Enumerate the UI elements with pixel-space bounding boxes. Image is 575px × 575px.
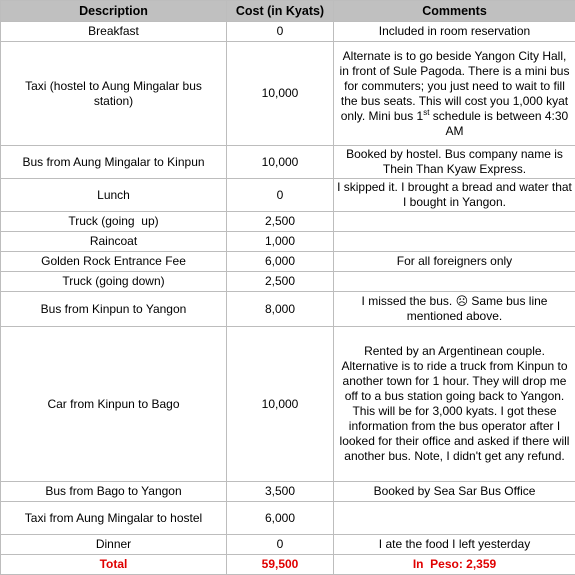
total-row	[1, 555, 575, 575]
comment-text: Alternate is to go beside Yangon City Hall, in front of Sule Pagoda. There is a mini bus for commuters; you just need to wait to fill the bus seats. This will cost you 1,000 kyat only. Mini bus 1	[340, 49, 570, 123]
row-cost: 10,000	[227, 146, 334, 179]
comment-text-cont: schedule is between 4:30 AM	[429, 109, 568, 138]
row-description: Taxi (hostel to Aung Mingalar bus station)	[1, 42, 227, 146]
total-label: Total	[1, 555, 227, 575]
row-cost: 6,000	[227, 502, 334, 535]
row-cost: 3,500	[227, 482, 334, 502]
row-comments: Booked by hostel. Bus company name is Thein Than Kyaw Express.	[334, 146, 575, 179]
row-comments	[334, 42, 575, 146]
row-description: Golden Rock Entrance Fee	[1, 252, 227, 272]
row-cost: 0	[227, 179, 334, 212]
table-row	[1, 292, 575, 327]
header-row	[1, 1, 575, 22]
table-row	[1, 535, 575, 555]
row-description: Bus from Aung Mingalar to Kinpun	[1, 146, 227, 179]
row-description: Lunch	[1, 179, 227, 212]
header-comments: Comments	[334, 1, 575, 22]
row-description: Raincoat	[1, 232, 227, 252]
table-row	[1, 327, 575, 482]
row-description: Dinner	[1, 535, 227, 555]
row-description: Car from Kinpun to Bago	[1, 327, 227, 482]
row-comments	[334, 502, 575, 535]
row-cost: 0	[227, 22, 334, 42]
row-cost: 2,500	[227, 212, 334, 232]
row-cost: 10,000	[227, 42, 334, 146]
table-row	[1, 252, 575, 272]
table-row	[1, 212, 575, 232]
row-comments	[334, 272, 575, 292]
table-row	[1, 22, 575, 42]
total-peso: In Peso: 2,359	[334, 555, 575, 575]
total-cost: 59,500	[227, 555, 334, 575]
row-cost: 0	[227, 535, 334, 555]
row-cost: 10,000	[227, 327, 334, 482]
row-description: Truck (going down)	[1, 272, 227, 292]
table-row	[1, 272, 575, 292]
table-row	[1, 146, 575, 179]
row-description: Bus from Kinpun to Yangon	[1, 292, 227, 327]
table-row	[1, 232, 575, 252]
row-comments: I missed the bus. ☹ Same bus line mentioned above.	[334, 292, 575, 327]
row-cost: 8,000	[227, 292, 334, 327]
row-cost: 6,000	[227, 252, 334, 272]
row-description: Bus from Bago to Yangon	[1, 482, 227, 502]
row-description: Truck (going up)	[1, 212, 227, 232]
row-description: Breakfast	[1, 22, 227, 42]
row-comments: I skipped it. I brought a bread and water that I bought in Yangon.	[334, 179, 575, 212]
header-description: Description	[1, 1, 227, 22]
table-row	[1, 42, 575, 146]
comment-superscript: st	[423, 108, 429, 117]
row-cost: 1,000	[227, 232, 334, 252]
header-cost: Cost (in Kyats)	[227, 1, 334, 22]
table-row	[1, 482, 575, 502]
row-description: Taxi from Aung Mingalar to hostel	[1, 502, 227, 535]
row-comments: Included in room reservation	[334, 22, 575, 42]
row-comments: Rented by an Argentinean couple. Alternative is to ride a truck from Kinpun to another town for 1 hour. They will drop me off to a bus station going back to Yangon. This will be for 3,000 kyats. I got these information from the bus operator after I looked for their office and asked if there will another bus. Note, I didn't get any refund.	[334, 327, 575, 482]
row-comments: Booked by Sea Sar Bus Office	[334, 482, 575, 502]
table-row	[1, 179, 575, 212]
table-row	[1, 502, 575, 535]
row-comments	[334, 212, 575, 232]
row-comments	[334, 232, 575, 252]
row-comments: I ate the food I left yesterday	[334, 535, 575, 555]
row-comments: For all foreigners only	[334, 252, 575, 272]
row-cost: 2,500	[227, 272, 334, 292]
